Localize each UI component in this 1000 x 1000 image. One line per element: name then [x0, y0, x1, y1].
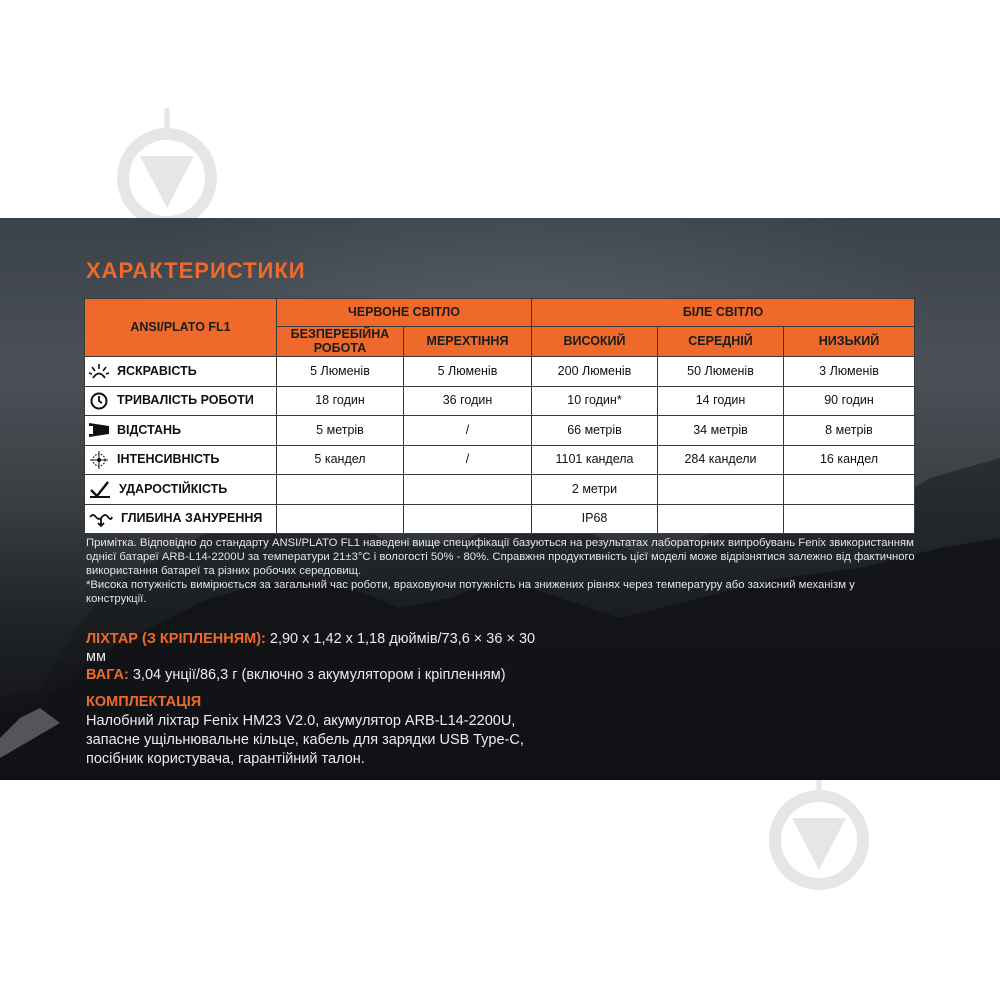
table-cell: 5 кандел [277, 445, 404, 475]
intensity-icon [89, 451, 109, 469]
table-row [85, 475, 915, 505]
watermark-icon [768, 770, 870, 894]
table-cell [784, 504, 915, 534]
kit-title: КОМПЛЕКТАЦІЯ [86, 694, 202, 710]
table-cell: 5 Люменів [277, 357, 404, 387]
row-label: ІНТЕНСИВНІСТЬ [117, 452, 220, 467]
footnote-line: Примітка. Відповідно до стандарту ANSI/PLATO FL1 наведені вище специфікації базуються на результатах лабораторних випробувань Fenix звикористанням однієї батареї ARB-L14-2200U за температури 21±3°C і вологості 50% - 80%. Справжня продуктивність цієї моделі може відрізнятися залежно від фактичного використання батареї та різних робочих середовищ. [86, 537, 915, 577]
table-cell [404, 475, 532, 505]
impact-icon [89, 480, 111, 498]
brightness-icon [89, 363, 109, 379]
table-cell [658, 475, 784, 505]
beam-distance-icon [89, 422, 109, 438]
dimensions-label: ЛІХТАР (З КРІПЛЕННЯМ): [86, 631, 266, 647]
footnote-line: *Висока потужність вимірюється за загальний час роботи, враховуючи потужність на знижених рівнях через температуру або захисний механізм у конструкції. [86, 579, 855, 605]
dimensions-value: 2,90 x 1,42 x 1,18 дюймів/73,6 × 36 × 30 мм [86, 631, 536, 665]
table-cell [277, 475, 404, 505]
table-row [85, 416, 915, 446]
kit-text: Налобний ліхтар Fenix HM23 V2.0, акумулятор ARB-L14-2200U, запасне ущільнювальне кільце, кабель для зарядки USB Type-C, посібник користувача, гарантійний талон. [86, 713, 524, 767]
table-cell: 200 Люменів [532, 357, 658, 387]
table-cell: 36 годин [404, 386, 532, 416]
table-cell [658, 504, 784, 534]
page-title: ХАРАКТЕРИСТИКИ [86, 258, 306, 283]
table-cell: / [404, 445, 532, 475]
row-label: ЯСКРАВІСТЬ [117, 363, 197, 378]
table-corner-header: ANSI/PLATO FL1 [85, 299, 277, 357]
table-cell: 16 кандел [784, 445, 915, 475]
table-row [85, 386, 915, 416]
mode-header: БЕЗПЕРЕБІЙНА РОБОТА [277, 327, 404, 357]
mode-header: ВИСОКИЙ [532, 327, 658, 357]
table-cell: 34 метрів [658, 416, 784, 446]
table-cell: 18 годин [277, 386, 404, 416]
spec-table [84, 298, 915, 534]
table-cell: 8 метрів [784, 416, 915, 446]
submersion-icon [89, 511, 113, 527]
table-cell [404, 504, 532, 534]
group-header-red-light: ЧЕРВОНЕ СВІТЛО [277, 299, 532, 327]
table-cell: 5 Люменів [404, 357, 532, 387]
weight-label: ВАГА: [86, 667, 129, 683]
mode-header: НИЗЬКИЙ [784, 327, 915, 357]
table-cell: IP68 [532, 504, 658, 534]
table-cell: / [404, 416, 532, 446]
clock-icon [89, 392, 109, 410]
mode-header: МЕРЕХТІННЯ [404, 327, 532, 357]
row-label: ГЛИБИНА ЗАНУРЕННЯ [121, 511, 263, 526]
dimensions-block [86, 630, 536, 684]
table-cell: 1101 кандела [532, 445, 658, 475]
table-cell [784, 475, 915, 505]
table-cell: 90 годин [784, 386, 915, 416]
table-cell: 284 кандели [658, 445, 784, 475]
table-cell: 10 годин* [532, 386, 658, 416]
table-cell [277, 504, 404, 534]
table-row [85, 357, 915, 387]
group-header-white-light: БІЛЕ СВІТЛО [532, 299, 915, 327]
table-cell: 3 Люменів [784, 357, 915, 387]
weight-value: 3,04 унції/86,3 г (включно з акумулятором і кріпленням) [128, 667, 506, 683]
table-cell: 2 метри [532, 475, 658, 505]
table-cell: 14 годин [658, 386, 784, 416]
row-label: ВІДСТАНЬ [117, 422, 182, 437]
footnote [86, 536, 916, 606]
table-row [85, 504, 915, 534]
watermark-icon [116, 108, 218, 232]
table-cell: 5 метрів [277, 416, 404, 446]
spec-banner [0, 218, 1000, 780]
table-row [85, 445, 915, 475]
mode-header: СЕРЕДНІЙ [658, 327, 784, 357]
row-label: УДАРОСТІЙКІСТЬ [119, 481, 228, 496]
table-cell: 50 Люменів [658, 357, 784, 387]
row-label: ТРИВАЛІСТЬ РОБОТИ [117, 393, 254, 408]
table-cell: 66 метрів [532, 416, 658, 446]
